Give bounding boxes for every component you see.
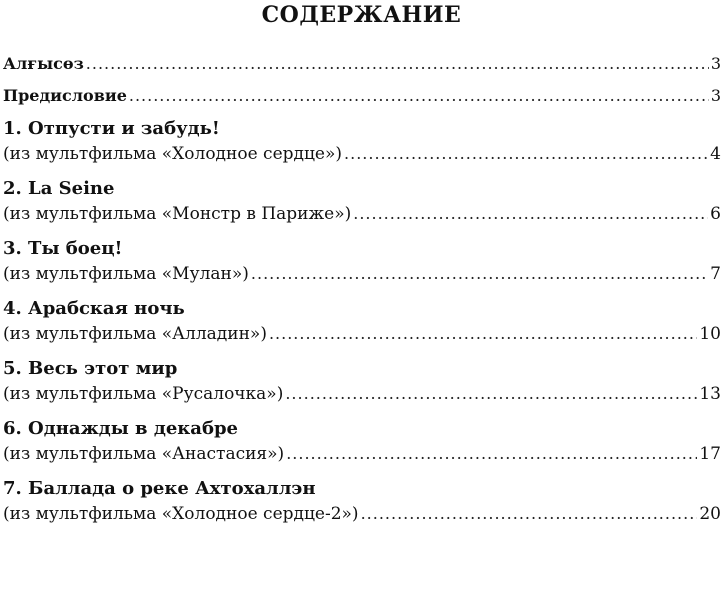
toc-entry-source: (из мультфильма «Монстр в Париже») [3,204,352,224]
dot-leader [251,262,708,286]
toc-entry-title: 7. Баллада о реке Ахтохаллэн [3,478,316,499]
toc-entry-title: 3. Ты боец! [3,238,123,259]
toc-intro-item [3,52,721,76]
dot-leader [285,382,697,406]
toc-entry-title: 2. La Seine [3,178,115,199]
toc-page-number: 6 [710,204,721,224]
dot-leader [86,52,709,76]
toc-page-number: 4 [710,144,721,164]
toc-entry-source: (из мультфильма «Холодное сердце») [3,144,343,164]
toc-entry-title: 6. Однажды в декабре [3,418,238,439]
toc-entry-title: 4. Арабская ночь [3,298,185,319]
toc-entry [3,236,721,286]
toc-entry [3,116,721,166]
toc-entry-source: (из мультфильма «Мулан») [3,264,249,284]
table-of-contents [3,52,721,536]
dot-leader [344,142,708,166]
toc-entry [3,176,721,226]
toc-entry-title: 5. Весь этот мир [3,358,178,379]
toc-entry-title: 1. Отпусти и забудь! [3,118,220,139]
toc-page-number: 3 [710,54,721,73]
dot-leader [286,442,697,466]
toc-entry-source: (из мультфильма «Русалочка») [3,384,284,404]
toc-intro-item [3,84,721,108]
toc-entry-source: (из мультфильма «Анастасия») [3,444,285,464]
toc-entry-source: (из мультфильма «Холодное сердце-2») [3,504,359,524]
toc-page-number: 10 [699,324,721,344]
toc-intro-title: Алғысөз [3,54,84,73]
toc-entry [3,476,721,526]
toc-intro-title: Предисловие [3,86,127,105]
toc-page-number: 20 [699,504,721,524]
toc-page-number: 7 [710,264,721,284]
toc-entry [3,356,721,406]
dot-leader [129,84,709,108]
toc-page-number: 13 [699,384,721,404]
toc-page-number: 17 [699,444,721,464]
page-title: СОДЕРЖАНИЕ [261,2,462,28]
toc-page-number: 3 [710,86,721,105]
toc-entry [3,416,721,466]
dot-leader [269,322,697,346]
toc-entry-source: (из мультфильма «Алладин») [3,324,267,344]
dot-leader [353,202,708,226]
dot-leader [361,502,698,526]
toc-entry [3,296,721,346]
